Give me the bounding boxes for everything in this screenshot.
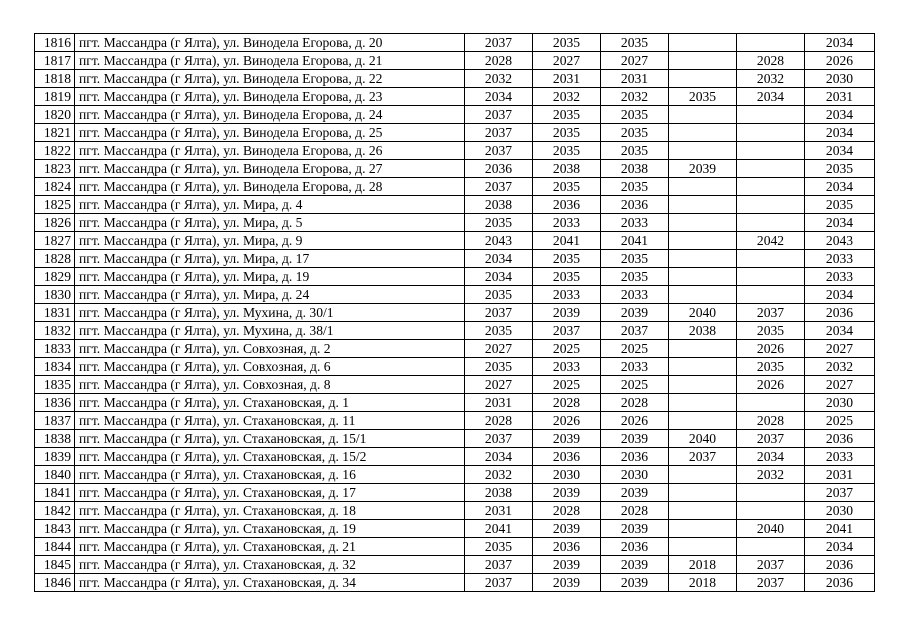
year-cell-3: 2026 bbox=[601, 412, 669, 430]
row-number-cell: 1838 bbox=[35, 430, 75, 448]
row-number-cell: 1825 bbox=[35, 196, 75, 214]
table-row bbox=[35, 376, 875, 394]
address-cell: пгт. Массандра (г Ялта), ул. Винодела Егорова, д. 21 bbox=[75, 52, 465, 70]
address-cell: пгт. Массандра (г Ялта), ул. Стахановская, д. 18 bbox=[75, 502, 465, 520]
year-cell-3: 2039 bbox=[601, 574, 669, 592]
year-cell-2: 2039 bbox=[533, 574, 601, 592]
year-cell-1: 2037 bbox=[465, 106, 533, 124]
year-cell-4 bbox=[669, 250, 737, 268]
year-cell-2: 2030 bbox=[533, 466, 601, 484]
year-cell-6: 2033 bbox=[805, 268, 875, 286]
table-row bbox=[35, 466, 875, 484]
year-cell-2: 2035 bbox=[533, 250, 601, 268]
address-cell: пгт. Массандра (г Ялта), ул. Винодела Егорова, д. 24 bbox=[75, 106, 465, 124]
address-cell: пгт. Массандра (г Ялта), ул. Мира, д. 4 bbox=[75, 196, 465, 214]
year-cell-2: 2041 bbox=[533, 232, 601, 250]
year-cell-2: 2028 bbox=[533, 502, 601, 520]
year-cell-6: 2034 bbox=[805, 286, 875, 304]
year-cell-3: 2035 bbox=[601, 106, 669, 124]
year-cell-2: 2027 bbox=[533, 52, 601, 70]
year-cell-1: 2027 bbox=[465, 376, 533, 394]
year-cell-3: 2028 bbox=[601, 502, 669, 520]
address-cell: пгт. Массандра (г Ялта), ул. Винодела Егорова, д. 25 bbox=[75, 124, 465, 142]
year-cell-5 bbox=[737, 160, 805, 178]
repair-schedule-table bbox=[34, 33, 875, 592]
year-cell-1: 2035 bbox=[465, 322, 533, 340]
year-cell-2: 2039 bbox=[533, 520, 601, 538]
year-cell-5 bbox=[737, 178, 805, 196]
address-cell: пгт. Массандра (г Ялта), ул. Винодела Егорова, д. 27 bbox=[75, 160, 465, 178]
row-number-cell: 1829 bbox=[35, 268, 75, 286]
year-cell-2: 2039 bbox=[533, 430, 601, 448]
row-number-cell: 1840 bbox=[35, 466, 75, 484]
row-number-cell: 1822 bbox=[35, 142, 75, 160]
year-cell-3: 2038 bbox=[601, 160, 669, 178]
row-number-cell: 1846 bbox=[35, 574, 75, 592]
row-number-cell: 1842 bbox=[35, 502, 75, 520]
year-cell-4 bbox=[669, 538, 737, 556]
year-cell-1: 2034 bbox=[465, 88, 533, 106]
row-number-cell: 1835 bbox=[35, 376, 75, 394]
row-number-cell: 1844 bbox=[35, 538, 75, 556]
row-number-cell: 1819 bbox=[35, 88, 75, 106]
year-cell-5 bbox=[737, 196, 805, 214]
table-row bbox=[35, 394, 875, 412]
year-cell-3: 2035 bbox=[601, 178, 669, 196]
table-row bbox=[35, 304, 875, 322]
year-cell-3: 2036 bbox=[601, 196, 669, 214]
row-number-cell: 1828 bbox=[35, 250, 75, 268]
address-cell: пгт. Массандра (г Ялта), ул. Мира, д. 24 bbox=[75, 286, 465, 304]
year-cell-3: 2035 bbox=[601, 124, 669, 142]
year-cell-6: 2033 bbox=[805, 448, 875, 466]
year-cell-5 bbox=[737, 106, 805, 124]
year-cell-4 bbox=[669, 268, 737, 286]
year-cell-6: 2034 bbox=[805, 142, 875, 160]
address-cell: пгт. Массандра (г Ялта), ул. Стахановская, д. 34 bbox=[75, 574, 465, 592]
year-cell-4: 2040 bbox=[669, 304, 737, 322]
table-row bbox=[35, 124, 875, 142]
row-number-cell: 1827 bbox=[35, 232, 75, 250]
year-cell-1: 2043 bbox=[465, 232, 533, 250]
year-cell-4 bbox=[669, 358, 737, 376]
year-cell-3: 2031 bbox=[601, 70, 669, 88]
table-row bbox=[35, 52, 875, 70]
table-row bbox=[35, 574, 875, 592]
year-cell-5: 2034 bbox=[737, 448, 805, 466]
year-cell-5 bbox=[737, 250, 805, 268]
year-cell-5 bbox=[737, 268, 805, 286]
year-cell-1: 2037 bbox=[465, 178, 533, 196]
address-cell: пгт. Массандра (г Ялта), ул. Винодела Егорова, д. 23 bbox=[75, 88, 465, 106]
year-cell-1: 2035 bbox=[465, 286, 533, 304]
year-cell-4: 2018 bbox=[669, 574, 737, 592]
row-number-cell: 1823 bbox=[35, 160, 75, 178]
year-cell-1: 2038 bbox=[465, 196, 533, 214]
table-row bbox=[35, 538, 875, 556]
row-number-cell: 1845 bbox=[35, 556, 75, 574]
year-cell-6: 2036 bbox=[805, 430, 875, 448]
year-cell-5: 2035 bbox=[737, 322, 805, 340]
year-cell-4 bbox=[669, 142, 737, 160]
row-number-cell: 1826 bbox=[35, 214, 75, 232]
address-cell: пгт. Массандра (г Ялта), ул. Винодела Егорова, д. 22 bbox=[75, 70, 465, 88]
address-cell: пгт. Массандра (г Ялта), ул. Мира, д. 17 bbox=[75, 250, 465, 268]
year-cell-6: 2034 bbox=[805, 538, 875, 556]
address-cell: пгт. Массандра (г Ялта), ул. Мира, д. 5 bbox=[75, 214, 465, 232]
year-cell-4: 2037 bbox=[669, 448, 737, 466]
year-cell-6: 2043 bbox=[805, 232, 875, 250]
address-cell: пгт. Массандра (г Ялта), ул. Мира, д. 9 bbox=[75, 232, 465, 250]
year-cell-2: 2035 bbox=[533, 124, 601, 142]
year-cell-6: 2027 bbox=[805, 376, 875, 394]
table-row bbox=[35, 484, 875, 502]
year-cell-3: 2025 bbox=[601, 340, 669, 358]
table-row bbox=[35, 520, 875, 538]
year-cell-4 bbox=[669, 394, 737, 412]
year-cell-2: 2036 bbox=[533, 538, 601, 556]
address-cell: пгт. Массандра (г Ялта), ул. Совхозная, д. 2 bbox=[75, 340, 465, 358]
year-cell-6: 2034 bbox=[805, 106, 875, 124]
year-cell-5: 2026 bbox=[737, 376, 805, 394]
year-cell-6: 2037 bbox=[805, 484, 875, 502]
year-cell-1: 2041 bbox=[465, 520, 533, 538]
year-cell-2: 2036 bbox=[533, 196, 601, 214]
address-cell: пгт. Массандра (г Ялта), ул. Стахановская, д. 16 bbox=[75, 466, 465, 484]
year-cell-5: 2035 bbox=[737, 358, 805, 376]
year-cell-5: 2037 bbox=[737, 556, 805, 574]
table-body bbox=[35, 34, 875, 592]
year-cell-2: 2033 bbox=[533, 358, 601, 376]
address-cell: пгт. Массандра (г Ялта), ул. Стахановская, д. 15/2 bbox=[75, 448, 465, 466]
year-cell-1: 2034 bbox=[465, 448, 533, 466]
year-cell-5: 2037 bbox=[737, 574, 805, 592]
year-cell-5 bbox=[737, 34, 805, 52]
year-cell-1: 2037 bbox=[465, 574, 533, 592]
year-cell-3: 2030 bbox=[601, 466, 669, 484]
row-number-cell: 1830 bbox=[35, 286, 75, 304]
row-number-cell: 1841 bbox=[35, 484, 75, 502]
year-cell-5: 2037 bbox=[737, 304, 805, 322]
address-cell: пгт. Массандра (г Ялта), ул. Винодела Егорова, д. 28 bbox=[75, 178, 465, 196]
table-row bbox=[35, 340, 875, 358]
year-cell-1: 2028 bbox=[465, 412, 533, 430]
year-cell-6: 2036 bbox=[805, 574, 875, 592]
year-cell-3: 2033 bbox=[601, 286, 669, 304]
address-cell: пгт. Массандра (г Ялта), ул. Стахановская, д. 32 bbox=[75, 556, 465, 574]
year-cell-1: 2032 bbox=[465, 466, 533, 484]
year-cell-5: 2037 bbox=[737, 430, 805, 448]
table-row bbox=[35, 232, 875, 250]
year-cell-4 bbox=[669, 196, 737, 214]
year-cell-3: 2041 bbox=[601, 232, 669, 250]
year-cell-2: 2036 bbox=[533, 448, 601, 466]
year-cell-4 bbox=[669, 466, 737, 484]
table-row bbox=[35, 286, 875, 304]
year-cell-6: 2027 bbox=[805, 340, 875, 358]
year-cell-3: 2035 bbox=[601, 268, 669, 286]
year-cell-3: 2025 bbox=[601, 376, 669, 394]
address-cell: пгт. Массандра (г Ялта), ул. Стахановская, д. 1 bbox=[75, 394, 465, 412]
year-cell-6: 2034 bbox=[805, 178, 875, 196]
table-row bbox=[35, 268, 875, 286]
year-cell-5 bbox=[737, 538, 805, 556]
address-cell: пгт. Массандра (г Ялта), ул. Стахановская, д. 19 bbox=[75, 520, 465, 538]
table-row bbox=[35, 70, 875, 88]
row-number-cell: 1820 bbox=[35, 106, 75, 124]
year-cell-1: 2037 bbox=[465, 304, 533, 322]
year-cell-6: 2041 bbox=[805, 520, 875, 538]
year-cell-3: 2035 bbox=[601, 34, 669, 52]
year-cell-6: 2030 bbox=[805, 394, 875, 412]
row-number-cell: 1837 bbox=[35, 412, 75, 430]
year-cell-3: 2032 bbox=[601, 88, 669, 106]
year-cell-4 bbox=[669, 340, 737, 358]
year-cell-3: 2036 bbox=[601, 538, 669, 556]
year-cell-5 bbox=[737, 286, 805, 304]
year-cell-5 bbox=[737, 214, 805, 232]
year-cell-2: 2035 bbox=[533, 142, 601, 160]
row-number-cell: 1817 bbox=[35, 52, 75, 70]
year-cell-3: 2039 bbox=[601, 520, 669, 538]
year-cell-2: 2028 bbox=[533, 394, 601, 412]
year-cell-1: 2028 bbox=[465, 52, 533, 70]
year-cell-2: 2032 bbox=[533, 88, 601, 106]
row-number-cell: 1824 bbox=[35, 178, 75, 196]
address-cell: пгт. Массандра (г Ялта), ул. Мухина, д. 38/1 bbox=[75, 322, 465, 340]
year-cell-4 bbox=[669, 502, 737, 520]
year-cell-6: 2036 bbox=[805, 304, 875, 322]
address-cell: пгт. Массандра (г Ялта), ул. Винодела Егорова, д. 20 bbox=[75, 34, 465, 52]
address-cell: пгт. Массандра (г Ялта), ул. Мира, д. 19 bbox=[75, 268, 465, 286]
year-cell-3: 2033 bbox=[601, 214, 669, 232]
year-cell-1: 2037 bbox=[465, 34, 533, 52]
table-row bbox=[35, 160, 875, 178]
address-cell: пгт. Массандра (г Ялта), ул. Стахановская, д. 17 bbox=[75, 484, 465, 502]
year-cell-4 bbox=[669, 106, 737, 124]
year-cell-2: 2026 bbox=[533, 412, 601, 430]
year-cell-3: 2039 bbox=[601, 304, 669, 322]
year-cell-6: 2025 bbox=[805, 412, 875, 430]
address-cell: пгт. Массандра (г Ялта), ул. Стахановская, д. 11 bbox=[75, 412, 465, 430]
table-row bbox=[35, 412, 875, 430]
year-cell-3: 2036 bbox=[601, 448, 669, 466]
year-cell-5: 2040 bbox=[737, 520, 805, 538]
year-cell-2: 2033 bbox=[533, 214, 601, 232]
table-row bbox=[35, 556, 875, 574]
year-cell-3: 2027 bbox=[601, 52, 669, 70]
row-number-cell: 1832 bbox=[35, 322, 75, 340]
table-row bbox=[35, 106, 875, 124]
year-cell-5: 2032 bbox=[737, 70, 805, 88]
address-cell: пгт. Массандра (г Ялта), ул. Стахановская, д. 21 bbox=[75, 538, 465, 556]
year-cell-6: 2031 bbox=[805, 88, 875, 106]
year-cell-2: 2038 bbox=[533, 160, 601, 178]
row-number-cell: 1834 bbox=[35, 358, 75, 376]
address-cell: пгт. Массандра (г Ялта), ул. Совхозная, д. 6 bbox=[75, 358, 465, 376]
year-cell-1: 2031 bbox=[465, 394, 533, 412]
row-number-cell: 1821 bbox=[35, 124, 75, 142]
year-cell-4 bbox=[669, 520, 737, 538]
year-cell-5 bbox=[737, 124, 805, 142]
year-cell-1: 2035 bbox=[465, 538, 533, 556]
year-cell-2: 2039 bbox=[533, 556, 601, 574]
address-cell: пгт. Массандра (г Ялта), ул. Мухина, д. 30/1 bbox=[75, 304, 465, 322]
year-cell-2: 2031 bbox=[533, 70, 601, 88]
year-cell-2: 2039 bbox=[533, 304, 601, 322]
year-cell-2: 2035 bbox=[533, 178, 601, 196]
year-cell-4 bbox=[669, 214, 737, 232]
year-cell-5: 2028 bbox=[737, 52, 805, 70]
table-row bbox=[35, 142, 875, 160]
year-cell-2: 2035 bbox=[533, 268, 601, 286]
year-cell-3: 2035 bbox=[601, 142, 669, 160]
year-cell-6: 2035 bbox=[805, 160, 875, 178]
row-number-cell: 1836 bbox=[35, 394, 75, 412]
table-row bbox=[35, 322, 875, 340]
year-cell-6: 2030 bbox=[805, 502, 875, 520]
table-row bbox=[35, 34, 875, 52]
year-cell-3: 2033 bbox=[601, 358, 669, 376]
year-cell-1: 2034 bbox=[465, 268, 533, 286]
year-cell-2: 2033 bbox=[533, 286, 601, 304]
row-number-cell: 1818 bbox=[35, 70, 75, 88]
year-cell-5 bbox=[737, 142, 805, 160]
year-cell-5 bbox=[737, 502, 805, 520]
table-row bbox=[35, 196, 875, 214]
year-cell-2: 2039 bbox=[533, 484, 601, 502]
year-cell-5 bbox=[737, 394, 805, 412]
table-row bbox=[35, 358, 875, 376]
year-cell-5: 2032 bbox=[737, 466, 805, 484]
document-page bbox=[34, 33, 875, 592]
row-number-cell: 1833 bbox=[35, 340, 75, 358]
year-cell-4 bbox=[669, 232, 737, 250]
year-cell-4 bbox=[669, 286, 737, 304]
year-cell-5: 2028 bbox=[737, 412, 805, 430]
table-row bbox=[35, 502, 875, 520]
table-row bbox=[35, 250, 875, 268]
year-cell-6: 2034 bbox=[805, 214, 875, 232]
year-cell-4 bbox=[669, 178, 737, 196]
year-cell-5: 2034 bbox=[737, 88, 805, 106]
year-cell-1: 2031 bbox=[465, 502, 533, 520]
address-cell: пгт. Массандра (г Ялта), ул. Совхозная, д. 8 bbox=[75, 376, 465, 394]
year-cell-2: 2035 bbox=[533, 106, 601, 124]
year-cell-4: 2018 bbox=[669, 556, 737, 574]
year-cell-5 bbox=[737, 484, 805, 502]
year-cell-2: 2035 bbox=[533, 34, 601, 52]
table-row bbox=[35, 88, 875, 106]
year-cell-4: 2035 bbox=[669, 88, 737, 106]
year-cell-6: 2036 bbox=[805, 556, 875, 574]
table-row bbox=[35, 430, 875, 448]
year-cell-4: 2040 bbox=[669, 430, 737, 448]
year-cell-3: 2039 bbox=[601, 484, 669, 502]
year-cell-6: 2034 bbox=[805, 322, 875, 340]
row-number-cell: 1839 bbox=[35, 448, 75, 466]
year-cell-6: 2033 bbox=[805, 250, 875, 268]
year-cell-6: 2031 bbox=[805, 466, 875, 484]
year-cell-3: 2035 bbox=[601, 250, 669, 268]
year-cell-4 bbox=[669, 52, 737, 70]
year-cell-3: 2028 bbox=[601, 394, 669, 412]
year-cell-6: 2034 bbox=[805, 34, 875, 52]
row-number-cell: 1843 bbox=[35, 520, 75, 538]
address-cell: пгт. Массандра (г Ялта), ул. Стахановская, д. 15/1 bbox=[75, 430, 465, 448]
year-cell-1: 2027 bbox=[465, 340, 533, 358]
year-cell-6: 2035 bbox=[805, 196, 875, 214]
table-row bbox=[35, 178, 875, 196]
year-cell-1: 2038 bbox=[465, 484, 533, 502]
year-cell-4 bbox=[669, 412, 737, 430]
year-cell-4 bbox=[669, 124, 737, 142]
year-cell-4 bbox=[669, 376, 737, 394]
address-cell: пгт. Массандра (г Ялта), ул. Винодела Егорова, д. 26 bbox=[75, 142, 465, 160]
year-cell-5: 2042 bbox=[737, 232, 805, 250]
year-cell-1: 2034 bbox=[465, 250, 533, 268]
table-row bbox=[35, 214, 875, 232]
year-cell-1: 2037 bbox=[465, 556, 533, 574]
year-cell-4 bbox=[669, 484, 737, 502]
year-cell-4 bbox=[669, 70, 737, 88]
year-cell-1: 2035 bbox=[465, 358, 533, 376]
year-cell-1: 2032 bbox=[465, 70, 533, 88]
table-row bbox=[35, 448, 875, 466]
year-cell-1: 2035 bbox=[465, 214, 533, 232]
year-cell-6: 2026 bbox=[805, 52, 875, 70]
year-cell-3: 2039 bbox=[601, 430, 669, 448]
year-cell-5: 2026 bbox=[737, 340, 805, 358]
year-cell-2: 2025 bbox=[533, 340, 601, 358]
year-cell-3: 2039 bbox=[601, 556, 669, 574]
year-cell-3: 2037 bbox=[601, 322, 669, 340]
row-number-cell: 1831 bbox=[35, 304, 75, 322]
year-cell-6: 2034 bbox=[805, 124, 875, 142]
year-cell-6: 2032 bbox=[805, 358, 875, 376]
year-cell-1: 2037 bbox=[465, 142, 533, 160]
year-cell-2: 2025 bbox=[533, 376, 601, 394]
year-cell-1: 2037 bbox=[465, 124, 533, 142]
year-cell-4: 2039 bbox=[669, 160, 737, 178]
year-cell-1: 2036 bbox=[465, 160, 533, 178]
year-cell-4: 2038 bbox=[669, 322, 737, 340]
year-cell-6: 2030 bbox=[805, 70, 875, 88]
year-cell-1: 2037 bbox=[465, 430, 533, 448]
year-cell-4 bbox=[669, 34, 737, 52]
year-cell-2: 2037 bbox=[533, 322, 601, 340]
row-number-cell: 1816 bbox=[35, 34, 75, 52]
